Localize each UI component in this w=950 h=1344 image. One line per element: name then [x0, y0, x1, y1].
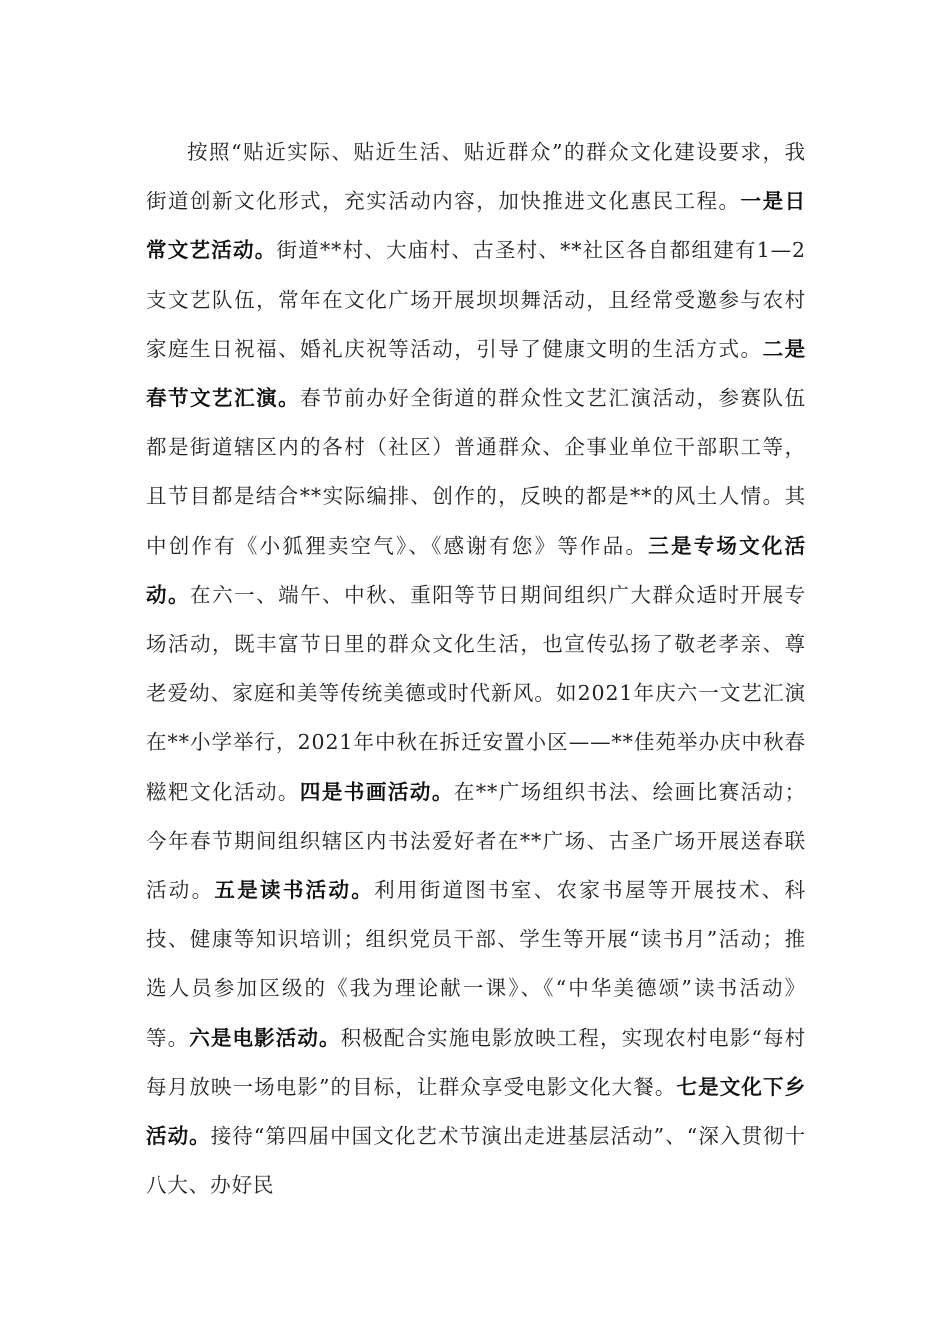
heading-run: 七是文化下乡活动。	[146, 1074, 807, 1149]
text-run: 按照“贴近实际、贴近生活、贴近群众”的群众文化建设要求，我街道创新文化形式，充实活动内容，加快推进文化惠民工程。	[146, 140, 806, 214]
text-run: 接待“第四届中国文化艺术节演出走进基层活动”、“深入贯彻十八大、办好民	[146, 1124, 806, 1198]
heading-run: 二是春节文艺汇演。	[146, 336, 806, 411]
heading-run: 三是专场文化活动。	[146, 533, 806, 607]
heading-run: 五是读书活动。	[214, 878, 375, 903]
text-run: 在**广场组织书法、绘画比赛活动；今年春节期间组织辖区内书法爱好者在**广场、古圣广场开展送春联活动。	[146, 779, 806, 903]
heading-run: 四是书画活动。	[299, 779, 454, 804]
text-run: 春节前办好全街道的群众性文艺汇演活动，参赛队伍都是街道辖区内的各村（社区）普通群众、企事业单位干部职工等，且节目都是结合**实际编排、创作的，反映的都是**的风土人情。其中创作有《小狐狸卖空气》、《感谢有您》等作品。	[146, 386, 806, 558]
text-run: 利用街道图书室、农家书屋等开展技术、科技、健康等知识培训；组织党员干部、学生等开展“读书月”活动；推选人员参加区级的《我为理论献一课》、《“中华美德颂”读书活动》等。	[146, 878, 806, 1050]
body-paragraph	[146, 128, 806, 1210]
heading-run: 六是电影活动。	[189, 1025, 341, 1050]
heading-run: 一是日常文艺活动。	[146, 189, 806, 263]
text-run: 在六一、端午、中秋、重阳等节日期间组织广大群众适时开展专场活动，既丰富节日里的群众文化生活，也宣传弘扬了敬老孝亲、尊老爱幼、家庭和美等传统美德或时代新风。如2021年庆六一文艺汇演在**小学举行，2021年中秋在拆迁安置小区——**佳苑举办庆中秋春糍粑文化活动。	[146, 582, 806, 804]
text-run: 积极配合实施电影放映工程，实现农村电影“每村每月放映一场电影”的目标，让群众享受电影文化大餐。	[146, 1025, 806, 1099]
text-run: 街道**村、大庙村、古圣村、**社区各自都组建有1—2支文艺队伍，常年在文化广场开展坝坝舞活动，且经常受邀参与农村家庭生日祝福、婚礼庆祝等活动，引导了健康文明的生活方式。	[146, 238, 806, 361]
